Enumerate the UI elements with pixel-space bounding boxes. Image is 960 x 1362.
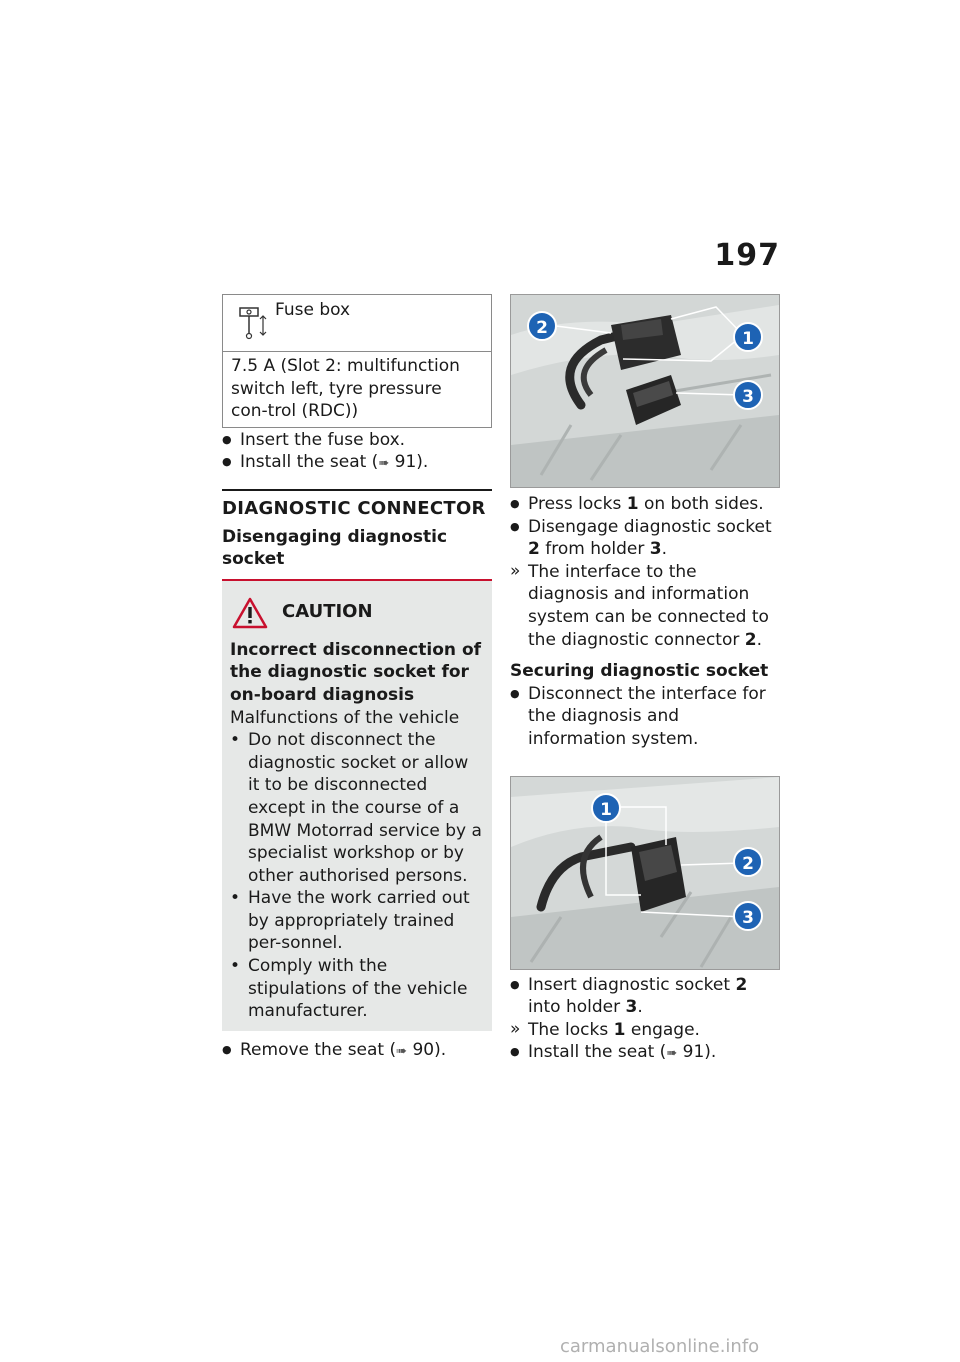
caution-item: • Do not disconnect the diagnostic socket or allow it to be disconnected except in the course of a BMW Motorrad service by a specialist workshop or by other authorised persons. xyxy=(230,729,484,887)
step-text: from holder xyxy=(539,539,650,560)
page-ref-arrow-icon: ➠ xyxy=(666,1046,678,1062)
step-text: The locks xyxy=(528,1019,614,1040)
caution-heading: Incorrect disconnection of the diagnostic socket for on-board diagnosis xyxy=(230,639,482,705)
fuse-steps xyxy=(222,429,492,476)
page-ref-arrow-icon: ➠ xyxy=(378,456,390,472)
caution-item: • Have the work carried out by appropriately trained per-sonnel. xyxy=(230,887,484,955)
callout-2: 2 xyxy=(527,311,557,341)
subsection-title-line: socket xyxy=(222,549,285,570)
step-tail: ). xyxy=(416,452,429,473)
caution-item: • Comply with the stipulations of the vehicle manufacturer. xyxy=(230,955,484,1023)
item-number: 1 xyxy=(613,1019,626,1040)
fuse-icon xyxy=(237,305,269,341)
callout-3: 3 xyxy=(733,901,763,931)
step-tail: ). xyxy=(434,1039,447,1060)
caution-list xyxy=(230,729,484,1023)
item-number: 2 xyxy=(744,629,757,650)
step-text: The interface to the diagnosis and information system can be connected to the diagnostic connector xyxy=(528,561,769,650)
fuse-table xyxy=(222,294,492,428)
page-number: 197 xyxy=(714,238,780,273)
result-locks-engage xyxy=(510,1019,780,1042)
step-disengage-socket xyxy=(510,516,780,561)
step-text: Insert the fuse box. xyxy=(240,429,406,450)
step-text: Install the seat ( xyxy=(240,452,379,473)
callout-1: 1 xyxy=(591,793,621,823)
step-text: . xyxy=(756,629,763,650)
step-press-locks xyxy=(510,493,780,516)
page-ref[interactable]: 91 xyxy=(682,1042,705,1063)
section-title: DIAGNOSTIC CONNECTOR xyxy=(222,497,486,519)
step-text: into holder xyxy=(528,997,626,1018)
item-number: 3 xyxy=(649,539,662,560)
item-number: 2 xyxy=(528,539,540,560)
disengage-steps xyxy=(510,493,780,651)
remove-seat-steps xyxy=(222,1039,492,1064)
step-text: Remove the seat ( xyxy=(240,1039,397,1060)
step-text: Install the seat ( xyxy=(528,1042,667,1063)
watermark: carmanualsonline.info xyxy=(560,1336,760,1357)
step-insert-fuse-box xyxy=(222,429,492,452)
step-text: engage. xyxy=(625,1019,700,1040)
callout-2: 2 xyxy=(733,847,763,877)
page-ref-arrow-icon: ➠ xyxy=(396,1043,408,1059)
item-number: 1 xyxy=(626,494,639,514)
page-ref[interactable]: 90 xyxy=(412,1039,435,1060)
step-text: Press locks xyxy=(528,494,627,514)
securing-steps xyxy=(510,683,780,751)
fuse-table-body: 7.5 A (Slot 2: multifunction switch left, tyre pressure con-trol (RDC)) xyxy=(231,356,460,422)
callout-3: 3 xyxy=(733,380,763,410)
item-number: 2 xyxy=(735,974,748,995)
step-text: on both sides. xyxy=(638,494,764,514)
fuse-table-header xyxy=(223,295,491,352)
subsection-title-line: Disengaging diagnostic xyxy=(222,526,448,547)
step-text: . xyxy=(637,997,643,1018)
result-interface-connect xyxy=(510,561,780,651)
step-remove-seat xyxy=(222,1039,492,1064)
page-ref[interactable]: 91 xyxy=(394,452,417,473)
subsection-title xyxy=(222,526,492,571)
securing-title: Securing diagnostic socket xyxy=(510,661,769,682)
caution-header xyxy=(232,597,484,629)
insert-steps xyxy=(510,974,780,1066)
right-column xyxy=(510,294,780,1066)
warning-triangle-icon xyxy=(232,597,268,629)
fuse-table-header-label: Fuse box xyxy=(275,300,351,320)
callout-1: 1 xyxy=(733,322,763,352)
caution-consequence: Malfunctions of the vehicle xyxy=(230,707,460,728)
diagnostic-socket-photo-1 xyxy=(510,294,780,488)
step-text: Disengage diagnostic socket xyxy=(528,516,772,537)
step-install-seat xyxy=(222,451,492,476)
step-text: ). xyxy=(704,1042,717,1063)
section-rule xyxy=(222,489,492,491)
caution-label: CAUTION xyxy=(282,601,373,623)
caution-box xyxy=(222,581,492,1031)
step-insert-socket xyxy=(510,974,780,1019)
left-column xyxy=(222,294,492,1063)
step-disconnect-interface: ● Disconnect the interface for the diagnosis and information system. xyxy=(510,683,780,751)
step-install-seat-2 xyxy=(510,1041,780,1066)
diagnostic-socket-photo-2 xyxy=(510,776,780,970)
step-text: Insert diagnostic socket xyxy=(528,974,736,995)
step-text: . xyxy=(661,539,668,560)
item-number: 3 xyxy=(625,997,638,1018)
